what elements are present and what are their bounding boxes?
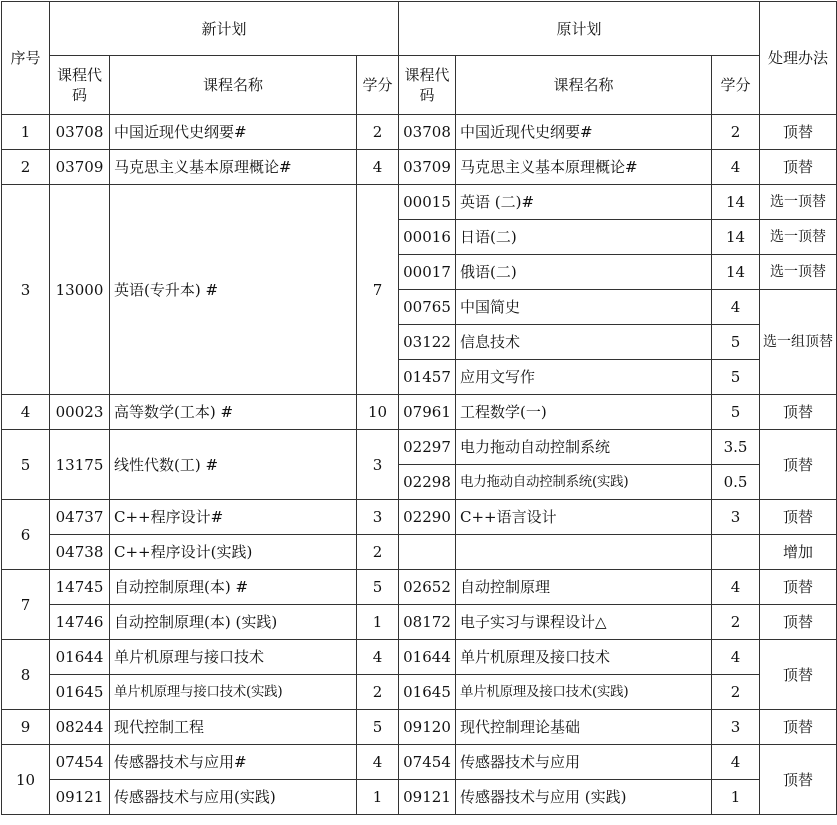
table-row [2, 780, 837, 815]
handling-cell: 顶替 [760, 605, 837, 640]
old-credit-cell: 14 [712, 255, 760, 290]
new-name-cell: 线性代数(工) # [110, 430, 357, 500]
table-row [2, 710, 837, 745]
table-row [2, 150, 837, 185]
new-name-cell: 现代控制工程 [110, 710, 357, 745]
new-credit-cell: 2 [357, 115, 399, 150]
old-credit-cell: 5 [712, 395, 760, 430]
old-code-cell: 02652 [399, 570, 456, 605]
old-name-cell: 日语(二) [456, 220, 712, 255]
old-name-cell: 电力拖动自动控制系统 [456, 430, 712, 465]
old-credit-cell: 4 [712, 640, 760, 675]
new-name-cell: 自动控制原理(本) # [110, 570, 357, 605]
new-name-cell: 单片机原理与接口技术 [110, 640, 357, 675]
old-name-cell: 传感器技术与应用 [456, 745, 712, 780]
new-name-cell: 传感器技术与应用(实践) [110, 780, 357, 815]
table-row [2, 745, 837, 780]
new-code-cell: 00023 [50, 395, 110, 430]
handling-cell: 顶替 [760, 115, 837, 150]
handling-cell: 顶替 [760, 500, 837, 535]
old-name-cell: C++语言设计 [456, 500, 712, 535]
old-credit-cell: 5 [712, 360, 760, 395]
handling-cell: 选一组顶替 [760, 290, 837, 395]
new-name-cell: 马克思主义基本原理概论# [110, 150, 357, 185]
old-credit-cell: 1 [712, 780, 760, 815]
seq-cell: 9 [2, 710, 50, 745]
old-code-cell: 00016 [399, 220, 456, 255]
table-row [2, 500, 837, 535]
old-name-cell: 单片机原理及接口技术 [456, 640, 712, 675]
old-credit-cell: 3.5 [712, 430, 760, 465]
old-credit-cell: 4 [712, 150, 760, 185]
new-name-cell: C++程序设计# [110, 500, 357, 535]
old-name-cell [456, 535, 712, 570]
old-code-cell: 03708 [399, 115, 456, 150]
old-name-cell: 马克思主义基本原理概论# [456, 150, 712, 185]
new-name-cell: 中国近现代史纲要# [110, 115, 357, 150]
handling-cell: 选一顶替 [760, 220, 837, 255]
old-code-cell: 00765 [399, 290, 456, 325]
table-row [2, 535, 837, 570]
old-code-cell: 03122 [399, 325, 456, 360]
old-code-cell: 08172 [399, 605, 456, 640]
old-credit-cell: 0.5 [712, 465, 760, 500]
seq-cell: 7 [2, 570, 50, 640]
course-replacement-table [1, 1, 837, 815]
new-credit-cell: 2 [357, 675, 399, 710]
new-credit-cell: 5 [357, 570, 399, 605]
old-name-cell: 自动控制原理 [456, 570, 712, 605]
old-credit-cell: 14 [712, 220, 760, 255]
handling-cell: 选一顶替 [760, 255, 837, 290]
header-seq: 序号 [2, 2, 50, 115]
new-credit-cell: 4 [357, 640, 399, 675]
new-credit-cell: 10 [357, 395, 399, 430]
old-name-cell: 电子实习与课程设计△ [456, 605, 712, 640]
seq-cell: 5 [2, 430, 50, 500]
new-name-cell: 高等数学(工本) # [110, 395, 357, 430]
old-code-cell: 00017 [399, 255, 456, 290]
old-code-cell: 02297 [399, 430, 456, 465]
new-code-cell: 09121 [50, 780, 110, 815]
handling-cell: 顶替 [760, 395, 837, 430]
old-code-cell: 02298 [399, 465, 456, 500]
old-credit-cell: 2 [712, 675, 760, 710]
new-name-cell: 单片机原理与接口技术(实践) [110, 675, 357, 710]
header-new-plan: 新计划 [50, 2, 399, 56]
old-credit-cell: 4 [712, 745, 760, 780]
header-new-credit: 学分 [357, 56, 399, 115]
header-handling: 处理办法 [760, 2, 837, 115]
table-row [2, 115, 837, 150]
seq-cell: 2 [2, 150, 50, 185]
old-name-cell: 单片机原理及接口技术(实践) [456, 675, 712, 710]
old-code-cell: 03709 [399, 150, 456, 185]
old-name-cell: 英语 (二)# [456, 185, 712, 220]
new-code-cell: 13175 [50, 430, 110, 500]
old-name-cell: 信息技术 [456, 325, 712, 360]
table-row [2, 675, 837, 710]
old-code-cell: 01644 [399, 640, 456, 675]
handling-cell: 顶替 [760, 150, 837, 185]
old-name-cell: 俄语(二) [456, 255, 712, 290]
new-code-cell: 03708 [50, 115, 110, 150]
table-row [2, 570, 837, 605]
old-code-cell: 00015 [399, 185, 456, 220]
new-credit-cell: 1 [357, 605, 399, 640]
handling-cell: 选一顶替 [760, 185, 837, 220]
new-code-cell: 13000 [50, 185, 110, 395]
old-credit-cell: 14 [712, 185, 760, 220]
new-credit-cell: 5 [357, 710, 399, 745]
old-name-cell: 中国近现代史纲要# [456, 115, 712, 150]
handling-cell: 顶替 [760, 430, 837, 500]
old-code-cell [399, 535, 456, 570]
old-name-cell: 中国简史 [456, 290, 712, 325]
header-old-plan: 原计划 [399, 2, 760, 56]
new-name-cell: 传感器技术与应用# [110, 745, 357, 780]
new-code-cell: 04738 [50, 535, 110, 570]
new-credit-cell: 7 [357, 185, 399, 395]
old-name-cell: 工程数学(一) [456, 395, 712, 430]
handling-cell: 顶替 [760, 710, 837, 745]
handling-cell: 顶替 [760, 570, 837, 605]
seq-cell: 4 [2, 395, 50, 430]
new-name-cell: 自动控制原理(本) (实践) [110, 605, 357, 640]
new-credit-cell: 1 [357, 780, 399, 815]
seq-cell: 6 [2, 500, 50, 570]
new-credit-cell: 3 [357, 430, 399, 500]
new-name-cell: C++程序设计(实践) [110, 535, 357, 570]
table-row [2, 430, 837, 465]
old-code-cell: 09120 [399, 710, 456, 745]
header-row-2 [2, 56, 837, 115]
old-credit-cell: 2 [712, 115, 760, 150]
handling-cell: 顶替 [760, 640, 837, 710]
header-new-course-code: 课程代码 [50, 56, 110, 115]
old-code-cell: 07961 [399, 395, 456, 430]
old-name-cell: 应用文写作 [456, 360, 712, 395]
old-credit-cell: 3 [712, 710, 760, 745]
new-code-cell: 01645 [50, 675, 110, 710]
header-row-1 [2, 2, 837, 56]
seq-cell: 10 [2, 745, 50, 815]
seq-cell: 1 [2, 115, 50, 150]
table-row [2, 640, 837, 675]
old-code-cell: 02290 [399, 500, 456, 535]
old-name-cell: 传感器技术与应用 (实践) [456, 780, 712, 815]
new-credit-cell: 4 [357, 150, 399, 185]
new-code-cell: 14746 [50, 605, 110, 640]
new-name-cell: 英语(专升本) # [110, 185, 357, 395]
new-code-cell: 07454 [50, 745, 110, 780]
new-credit-cell: 3 [357, 500, 399, 535]
seq-cell: 8 [2, 640, 50, 710]
new-credit-cell: 4 [357, 745, 399, 780]
new-code-cell: 08244 [50, 710, 110, 745]
table-row [2, 605, 837, 640]
new-code-cell: 04737 [50, 500, 110, 535]
old-code-cell: 09121 [399, 780, 456, 815]
handling-cell: 增加 [760, 535, 837, 570]
new-code-cell: 03709 [50, 150, 110, 185]
old-code-cell: 01645 [399, 675, 456, 710]
new-credit-cell: 2 [357, 535, 399, 570]
old-credit-cell [712, 535, 760, 570]
seq-cell: 3 [2, 185, 50, 395]
header-old-course-code: 课程代码 [399, 56, 456, 115]
old-credit-cell: 4 [712, 290, 760, 325]
old-credit-cell: 4 [712, 570, 760, 605]
header-old-credit: 学分 [712, 56, 760, 115]
old-credit-cell: 2 [712, 605, 760, 640]
header-new-course-name: 课程名称 [110, 56, 357, 115]
new-code-cell: 01644 [50, 640, 110, 675]
new-code-cell: 14745 [50, 570, 110, 605]
old-credit-cell: 5 [712, 325, 760, 360]
old-code-cell: 01457 [399, 360, 456, 395]
old-name-cell: 现代控制理论基础 [456, 710, 712, 745]
old-credit-cell: 3 [712, 500, 760, 535]
header-old-course-name: 课程名称 [456, 56, 712, 115]
table-row [2, 395, 837, 430]
table-row [2, 185, 837, 220]
old-code-cell: 07454 [399, 745, 456, 780]
handling-cell: 顶替 [760, 745, 837, 815]
old-name-cell: 电力拖动自动控制系统(实践) [456, 465, 712, 500]
